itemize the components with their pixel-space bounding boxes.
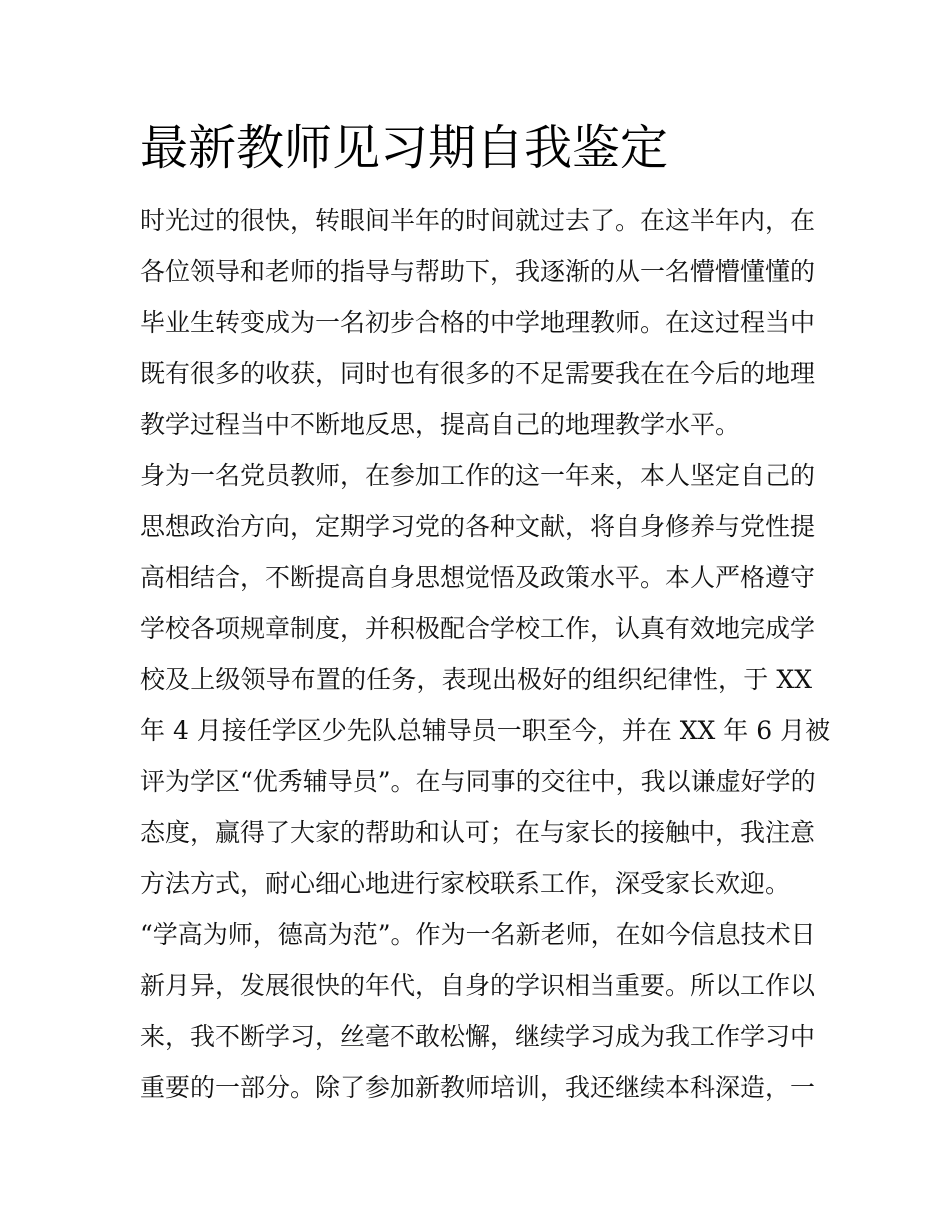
text-line: 高相结合，不断提高自身思想觉悟及政策水平。本人严格遵守 <box>140 563 816 592</box>
text-line: 方法方式，耐心细心地进行家校联系工作，深受家长欢迎。 <box>140 869 791 898</box>
text-line: 学校各项规章制度，并积极配合学校工作，认真有效地完成学 <box>140 614 816 643</box>
text-line: 各位领导和老师的指导与帮助下，我逐渐的从一名懵懵懂懂的 <box>140 257 816 286</box>
text-line: 思想政治方向，定期学习党的各种文献，将自身修养与党性提 <box>140 512 816 541</box>
text-line: 既有很多的收获，同时也有很多的不足需要我在在今后的地理 <box>140 359 816 388</box>
text-line: 重要的一部分。除了参加新教师培训，我还继续本科深造，一 <box>140 1073 816 1102</box>
text-line: 身为一名党员教师，在参加工作的这一年来，本人坚定自己的 <box>140 461 816 490</box>
text-line: “学高为师，德高为范”。作为一名新老师，在如今信息技术日 <box>140 920 816 949</box>
text-line: 评为学区“优秀辅导员”。在与同事的交往中，我以谦虚好学的 <box>140 767 816 796</box>
text-line: 新月异，发展很快的年代，自身的学识相当重要。所以工作以 <box>140 971 816 1000</box>
text-line: 态度，赢得了大家的帮助和认可；在与家长的接触中，我注意 <box>140 818 816 847</box>
text-line: 校及上级领导布置的任务，表现出极好的组织纪律性，于 XX <box>140 665 812 694</box>
text-line: 时光过的很快，转眼间半年的时间就过去了。在这半年内，在 <box>140 206 816 235</box>
document-title: 最新教师见习期自我鉴定 <box>140 120 669 176</box>
text-line: 年 4 月接任学区少先队总辅导员一职至今，并在 XX 年 6 月被 <box>140 716 831 745</box>
text-line: 教学过程当中不断地反思，提高自己的地理教学水平。 <box>140 410 741 439</box>
text-line: 来，我不断学习，丝毫不敢松懈，继续学习成为我工作学习中 <box>140 1022 816 1051</box>
text-line: 毕业生转变成为一名初步合格的中学地理教师。在这过程当中 <box>140 308 816 337</box>
